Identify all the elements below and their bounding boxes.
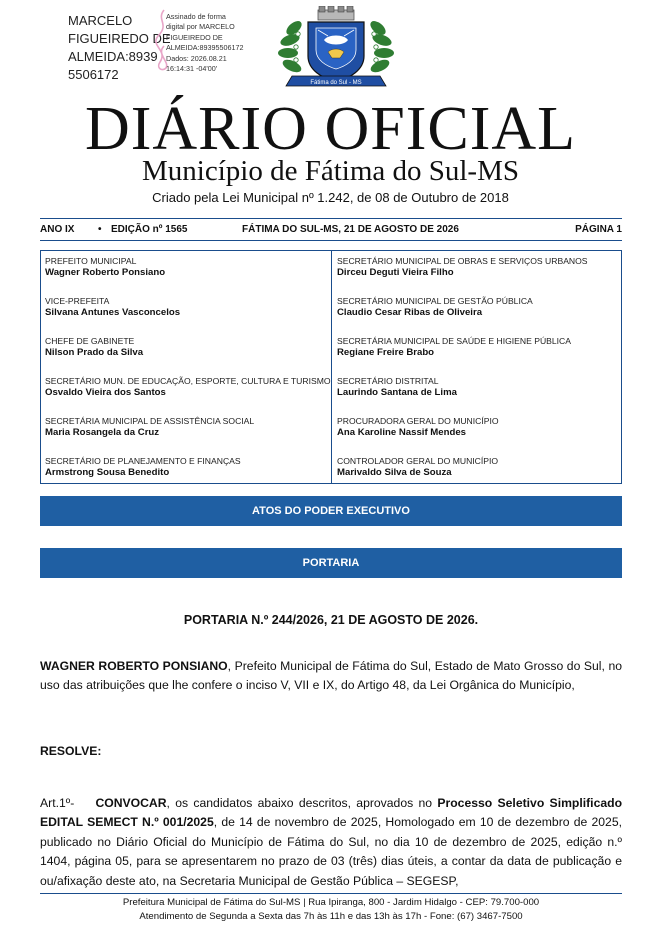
article-1-paragraph xyxy=(40,794,622,891)
creation-law: Criado pela Lei Municipal nº 1.242, de 08 de Outubro de 2018 xyxy=(152,190,509,205)
official-name: Osvaldo Vieira dos Santos xyxy=(45,387,166,398)
official-role: SECRETÁRIA MUNICIPAL DE SAÚDE E HIGIENE PÚBLICA xyxy=(337,336,571,346)
footer-address: Prefeitura Municipal de Fátima do Sul-MS | Rua Ipiranga, 800 - Jardim Hidalgo - CEP: 79.700-000 xyxy=(122,897,540,908)
article-process: Processo Seletivo Simplificado EDITAL SEMECT N.º 001/2025 xyxy=(40,796,623,830)
official-name: Laurindo Santana de Lima xyxy=(337,387,457,398)
official-entry xyxy=(337,456,622,479)
newspaper-title: DIÁRIO OFICIAL xyxy=(84,95,577,163)
official-role: VICE-PREFEITA xyxy=(45,296,110,306)
intro-text: , Prefeito Municipal de Fátima do Sul, Estado de Mato Grosso do Sul, no uso das atribuições que lhe confere o inciso V, VII e IX, do Artigo 48, da Lei Orgânica do Município, xyxy=(40,659,622,693)
official-entry xyxy=(45,296,330,319)
official-entry xyxy=(337,296,622,319)
signer-name-line: MARCELO xyxy=(68,13,133,28)
official-role: PREFEITO MUNICIPAL xyxy=(45,256,137,266)
signer-name-line: FIGUEIREDO DE xyxy=(68,31,171,46)
official-role: SECRETÁRIO MUNICIPAL DE OBRAS E SERVIÇOS URBANOS xyxy=(337,256,588,266)
signature-detail-line: FIGUEIREDO DE xyxy=(166,32,223,42)
footer-rule xyxy=(40,893,622,894)
portaria-title: PORTARIA N.º 244/2026, 21 DE AGOSTO DE 2026. xyxy=(183,613,479,627)
newspaper-subtitle: Município de Fátima do Sul-MS xyxy=(142,155,519,187)
official-role: SECRETÁRIO MUNICIPAL DE GESTÃO PÚBLICA xyxy=(337,296,533,306)
official-entry xyxy=(337,416,622,439)
official-entry xyxy=(45,376,330,399)
official-entry xyxy=(45,256,330,279)
intro-name: WAGNER ROBERTO PONSIANO xyxy=(40,659,228,673)
edition-number: EDIÇÃO nº 1565 xyxy=(111,224,188,235)
official-role: SECRETÁRIA MUNICIPAL DE ASSISTÊNCIA SOCIAL xyxy=(45,416,255,426)
edition-year: ANO IX xyxy=(40,224,75,235)
official-name: Ana Karoline Nassif Mendes xyxy=(337,427,467,438)
official-entry xyxy=(337,336,622,359)
signature-detail-line: digital por MARCELO xyxy=(166,22,235,32)
signer-name-line: ALMEIDA:8939 xyxy=(68,49,158,64)
section-bar-portaria: PORTARIA xyxy=(40,548,622,578)
footer-hours: Atendimento de Segunda a Sexta das 7h às 11h e das 13h às 17h - Fone: (67) 3467-7500 xyxy=(139,910,523,922)
official-name: Wagner Roberto Ponsiano xyxy=(45,267,166,278)
edition-bar xyxy=(40,222,622,238)
official-role: SECRETÁRIO MUN. DE EDUCAÇÃO, ESPORTE, CULTURA E TURISMO xyxy=(45,376,331,386)
section-bar-atos: ATOS DO PODER EXECUTIVO xyxy=(40,496,622,526)
signature-detail-line: ALMEIDA:89395506172 xyxy=(166,43,244,53)
article-text-2: , de 14 de novembro de 2025, Homologado em 10 de dezembro de 2025, publicado no Diário Oficial do Município de Fátima do Sul, no dia 10 de dezembro de 2025, edição n.º 1404, página 05, para se apresentarem no prazo de 03 (três) dias úteis, a contar da data de publicação e ou/afixação deste ato, na Secretaria Municipal de Gestão Pública – SEGESP, xyxy=(40,815,622,888)
official-entry xyxy=(45,456,330,479)
edition-place-date: FÁTIMA DO SUL-MS, 21 DE AGOSTO DE 2026 xyxy=(242,224,459,235)
official-role: PROCURADORA GERAL DO MUNICÍPIO xyxy=(337,416,499,426)
official-name: Claudio Cesar Ribas de Oliveira xyxy=(337,307,483,318)
signature-detail-line: 16:14:31 -04'00' xyxy=(166,64,218,74)
official-name: Silvana Antunes Vasconcelos xyxy=(45,307,181,318)
municipal-coat-of-arms xyxy=(268,6,404,92)
official-role: CONTROLADOR GERAL DO MUNICÍPIO xyxy=(337,456,499,466)
officials-table xyxy=(40,250,622,484)
official-entry xyxy=(337,376,622,399)
edition-page: PÁGINA 1 xyxy=(575,224,622,235)
official-name: Maria Rosangela da Cruz xyxy=(45,427,160,438)
signature-details xyxy=(166,12,244,74)
official-entry xyxy=(45,336,330,359)
official-role: SECRETÁRIO DISTRITAL xyxy=(337,376,439,386)
official-name: Dirceu Deguti Vieira Filho xyxy=(337,267,454,278)
official-name: Marivaldo Silva de Souza xyxy=(337,467,452,478)
article-label: Art.1º- xyxy=(40,796,75,810)
official-name: Armstrong Sousa Benedito xyxy=(45,467,170,478)
official-role: SECRETÁRIO DE PLANEJAMENTO E FINANÇAS xyxy=(45,456,241,466)
resolve-heading: RESOLVE: xyxy=(40,744,102,758)
edition-bullet: • xyxy=(98,224,102,235)
officials-table-divider xyxy=(331,251,332,483)
official-name: Regiane Freire Brabo xyxy=(337,347,435,358)
official-name: Nilson Prado da Silva xyxy=(45,347,144,358)
official-entry xyxy=(337,256,622,279)
crest-ribbon-text: Fátima do Sul - MS xyxy=(310,80,362,86)
signer-name-line: 5506172 xyxy=(68,67,119,82)
article-text-1: , os candidatos abaixo descritos, aprovados no xyxy=(166,796,438,810)
edition-rule-top xyxy=(40,218,622,219)
edition-rule-bottom xyxy=(40,240,622,241)
signature-detail-line: Dados: 2026.08.21 xyxy=(166,53,227,63)
official-entry xyxy=(45,416,330,439)
page-footer xyxy=(40,896,622,923)
official-role: CHEFE DE GABINETE xyxy=(45,336,135,346)
article-verb: CONVOCAR xyxy=(95,796,167,810)
intro-paragraph xyxy=(40,657,622,696)
signature-detail-line: Assinado de forma xyxy=(166,12,226,21)
